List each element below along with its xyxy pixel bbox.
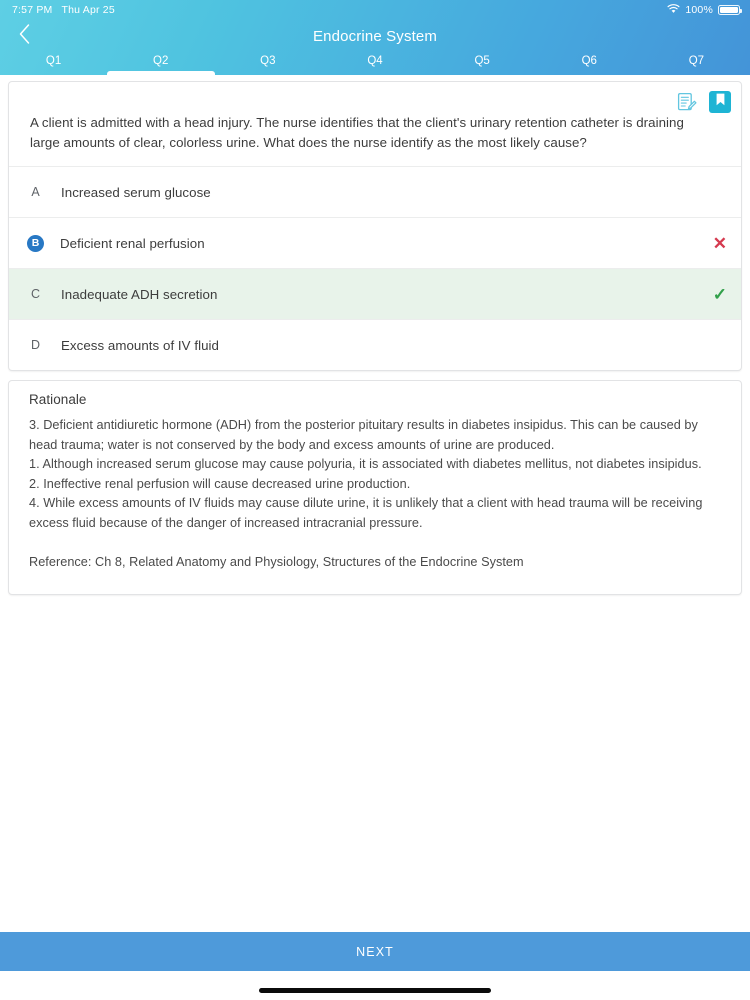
option-letter-selected: B (27, 235, 44, 252)
bookmark-button[interactable] (709, 91, 731, 113)
tab-q2[interactable] (107, 52, 214, 69)
option-text: Deficient renal perfusion (60, 235, 205, 251)
answer-option-d[interactable] (9, 319, 741, 370)
tab-label: Q4 (367, 55, 383, 67)
status-bar-time: 7:57 PM (12, 4, 53, 16)
option-letter: A (31, 185, 40, 199)
content-area (0, 75, 750, 595)
option-text: Excess amounts of IV fluid (61, 337, 219, 353)
option-text: Increased serum glucose (61, 184, 211, 200)
answer-option-b[interactable] (9, 217, 741, 268)
note-edit-icon[interactable] (677, 92, 697, 113)
back-button[interactable] (6, 20, 42, 52)
tab-q3[interactable] (214, 52, 321, 69)
answer-option-a[interactable] (9, 166, 741, 217)
question-tab-bar (0, 52, 750, 75)
rationale-line-3: 2. Ineffective renal perfusion will cause decreased urine production. (29, 476, 411, 491)
status-bar (0, 0, 750, 20)
question-tools (677, 91, 731, 113)
question-card (8, 81, 742, 371)
rationale-line-4: 4. While excess amounts of IV fluids may cause dilute urine, it is unlikely that a client with head trauma will be receiving excess fluid because of the danger of increased intracranial pressure. (29, 496, 703, 530)
tab-label: Q1 (45, 55, 62, 67)
rationale-line-2: 1. Although increased serum glucose may cause polyuria, it is associated with diabetes mellitus, not diabetes insipidus. (29, 457, 702, 472)
option-text: Inadequate ADH secretion (61, 286, 218, 302)
status-bar-date: Thu Apr 25 (61, 4, 115, 16)
chevron-left-icon (18, 23, 31, 50)
tab-label: Q3 (260, 55, 276, 67)
tab-label: Q7 (688, 55, 705, 67)
tab-label: Q2 (153, 55, 169, 67)
option-letter: C (30, 287, 41, 301)
home-indicator-area (0, 971, 750, 1000)
rationale-card (8, 380, 742, 595)
tab-q5[interactable] (429, 52, 536, 69)
answer-option-c[interactable] (9, 268, 741, 319)
home-indicator[interactable] (259, 988, 491, 993)
bookmark-icon (716, 93, 725, 111)
wifi-icon (667, 4, 680, 17)
tab-q7[interactable] (643, 52, 750, 69)
rationale-title: Rationale (29, 392, 87, 407)
question-text: A client is admitted with a head injury. The nurse identifies that the client's urinary retention catheter is draining large amounts of clear, colorless urine. What does the nurse identify as the most likely cause? (30, 115, 684, 150)
incorrect-mark-icon: ✕ (712, 233, 727, 253)
tab-label: Q5 (474, 55, 490, 67)
tab-label: Q6 (581, 55, 597, 67)
battery-percent-label: 100% (685, 4, 713, 16)
rationale-body (29, 416, 725, 572)
status-bar-right-group (667, 4, 740, 17)
next-button-label: NEXT (356, 944, 394, 959)
battery-icon (718, 5, 740, 15)
tab-q6[interactable] (536, 52, 643, 69)
next-button[interactable] (0, 932, 750, 971)
tab-q4[interactable] (321, 52, 428, 69)
app-header (0, 0, 750, 75)
rationale-reference: Reference: Ch 8, Related Anatomy and Physiology, Structures of the Endocrine System (29, 554, 524, 569)
tab-q1[interactable] (0, 52, 107, 69)
correct-mark-icon: ✓ (712, 284, 727, 304)
option-letter: D (30, 338, 41, 352)
rationale-line-1: 3. Deficient antidiuretic hormone (ADH) from the posterior pituitary results in diabetes insipidus. This can be caused by head trauma; water is not conserved by the body and excess amounts of urine are produced. (29, 418, 698, 452)
page-title: Endocrine System (312, 27, 438, 45)
navigation-bar (0, 20, 750, 52)
